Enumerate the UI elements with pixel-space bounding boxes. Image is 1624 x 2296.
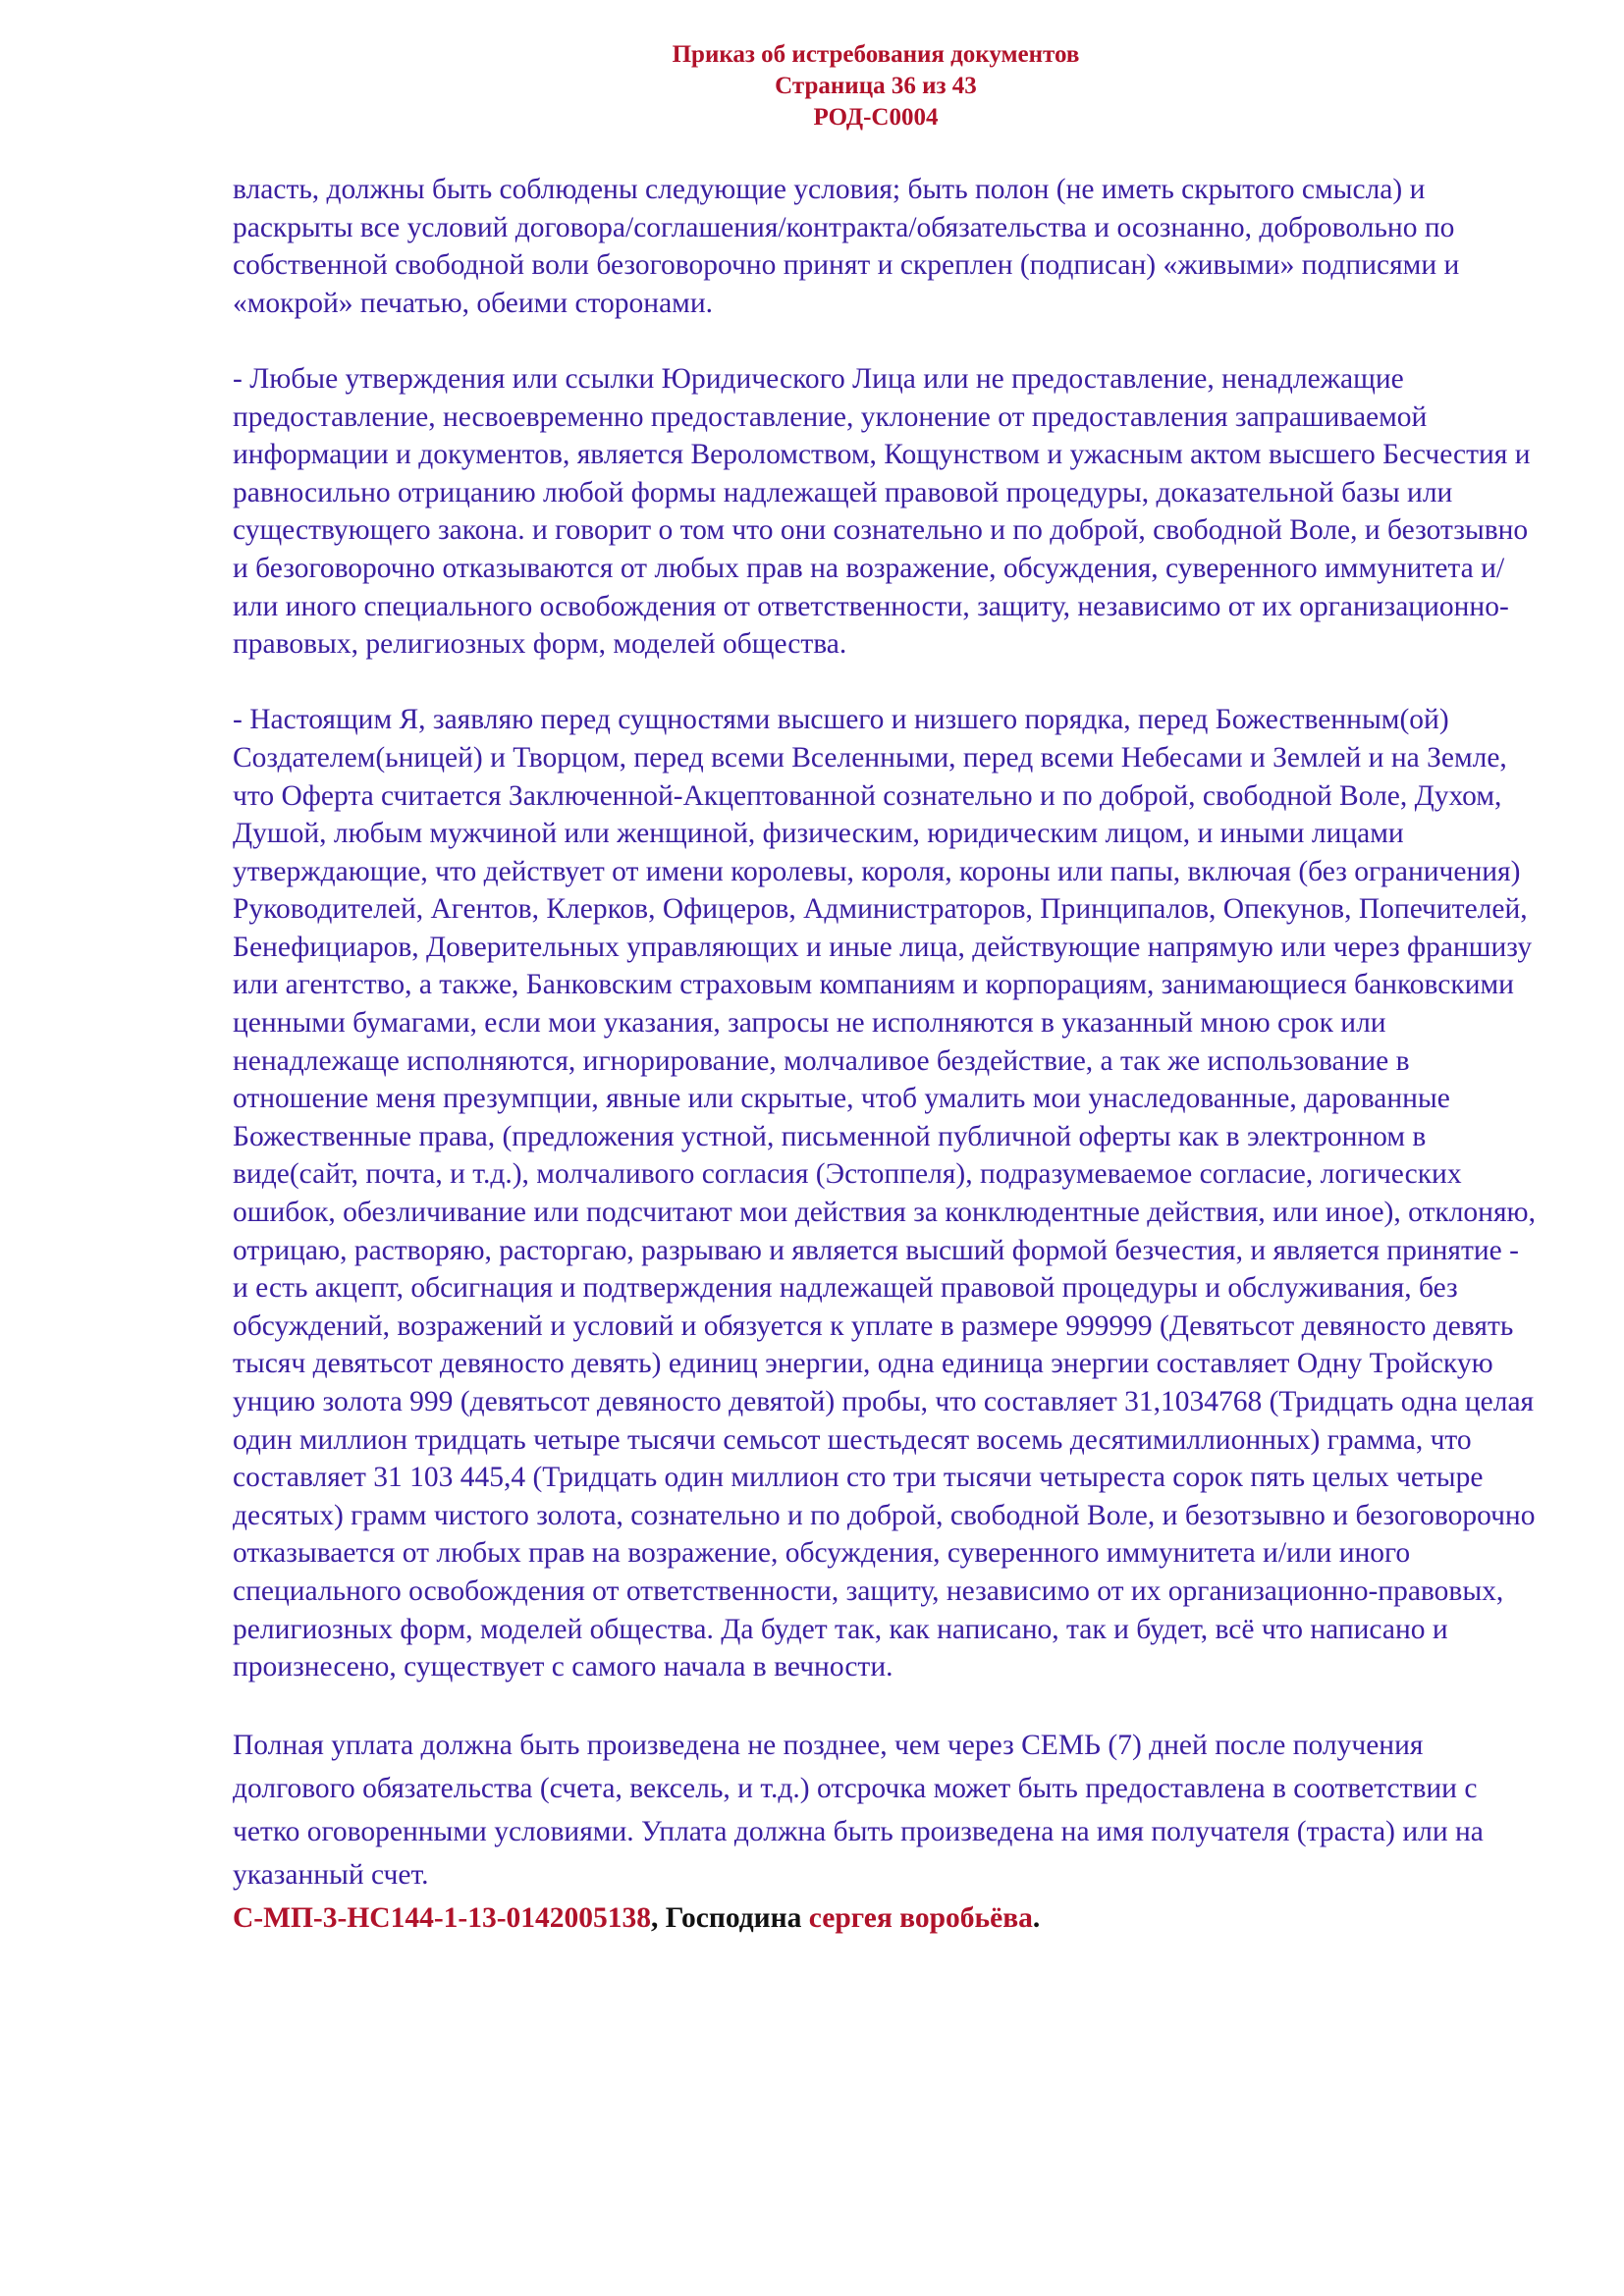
paragraph-conditions: власть, должны быть соблюдены следующие условия; быть полон (не иметь скрытого смысла) и раскрыты все условий договора/соглашения/контракта/обязательства и осознанно, добровольно по собственной свободной воли безоговорочно принят и скреплен (подписан) «живыми» подписями и «мокрой» печатью, обеими сторонами. <box>233 174 1460 319</box>
document-title: Приказ об истребования документов <box>672 41 1080 68</box>
paragraph-payment: Полная уплата должна быть произведена не позднее, чем через СЕМЬ (7) дней после получения долгового обязательства (счета, вексель, и т.д.) отсрочка может быть предоставлена в соответствии с четко оговоренными условиями. Уплата должна быть произведена на имя получателя (траста) или на указанный счет. <box>233 1730 1484 1892</box>
document-header <box>0 39 1624 133</box>
paragraph-legal-entity: - Любые утверждения или ссылки Юридического Лица или не предоставление, ненадлежащие предоставление, несвоевременно предоставление, уклонение от предоставления запрашиваемой информации и документов, является Вероломством, Кощунством и ужасным актом высшего Бесчестия и равносильно отрицанию любой формы надлежащей правовой процедуры, доказательной базы или существующего закона. и говорит о том что они сознательно и по доброй, свободной Воле, и безотзывно и безоговорочно отказываются от любых прав на возражение, обсуждения, суверенного иммунитета и/или иного специального освобождения от ответственности, защиту, независимо от их организационно-правовых, религиозных форм, моделей общества. <box>233 362 1531 661</box>
paragraph-declaration: - Настоящим Я, заявляю перед сущностями высшего и низшего порядка, перед Божественным(ой) Создателем(ьницей) и Творцом, перед всеми Вселенными, перед всеми Небесами и Землей и на Земле, что Оферта считается Заключенной-Акцептованной сознательно и по доброй, свободной Воле, Духом, Душой, любым мужчиной или женщиной, физическим, юридическим лицом, и иными лицами утверждающие, что действует от имени королевы, короля, короны или папы, включая (без ограничения) Руководителей, Агентов, Клерков, Офицеров, Администраторов, Принципалов, Опекунов, Попечителей, Бенефициаров, Доверительных управляющих и иные лица, действующие напрямую или через франшизу или агентство, а также, Банковским страховым компаниям и корпорациям, занимающиеся банковскими ценными бумагами, если мои указания, запросы не исполняются в указанный мною срок или ненадлежаще исполняются, игнорирование, молчаливое бездействие, а так же использование в отношение меня презумпции, явные или скрытые, чтоб умалить мои унаследованные, дарованные Божественные права, (предложения устной, письменной публичной оферты как в электронном в виде(сайт, почта, и т.д.), молчаливого согласия (Эстоппеля), подразумеваемое согласие, логических ошибок, обезличивание или подсчитают мои действия за конклюдентные действия, или иное), отклоняю, отрицаю, растворяю, расторгаю, разрываю и является высший формой безчестия, и является принятие - и есть акцепт, обсигнация и подтверждения надлежащей правовой процедуры и обслуживания, без обсуждений, возражений и условий и обязуется к уплате в размере 999999 (Девятьсот девяносто девять тысяч девятьсот девяносто девять) единиц энергии, одна единица энергии составляет Одну Тройскую унцию золота 999 (девятьсот девяносто девятой) пробы, что составляет 31,1034768 (Тридцать одна целая один миллион тридцать четыре тысячи семьсот шестьдесят восемь десятимиллионных) грамма, что составляет 31 103 445,4 (Тридцать один миллион сто три тысячи четыреста сорок пять целых четыре десятых) грамм чистого золота, сознательно и по доброй, свободной Воле, и безотзывно и безоговорочно отказывается от любых прав на возражение, обсуждения, суверенного иммунитета и/или иного специального освобождения от ответственности, защиту, независимо от их организационно-правовых, религиозных форм, моделей общества. Да будет так, как написано, так и будет, всё что написано и произнесено, существует с самого начала в вечности. <box>233 704 1536 1683</box>
honorific: Господина <box>665 1902 802 1935</box>
document-code: РОД-С0004 <box>813 104 939 131</box>
signature-line <box>233 1896 1539 1940</box>
signatory-name: сергея воробьёва <box>808 1902 1033 1935</box>
footer-comma: , <box>651 1902 659 1935</box>
page-number: Страница 36 из 43 <box>775 73 977 99</box>
footer-period: . <box>1032 1902 1041 1935</box>
registration-code: С-МП-3-НС144-1-13-0142005138 <box>233 1902 652 1935</box>
document-body <box>233 171 1539 1940</box>
